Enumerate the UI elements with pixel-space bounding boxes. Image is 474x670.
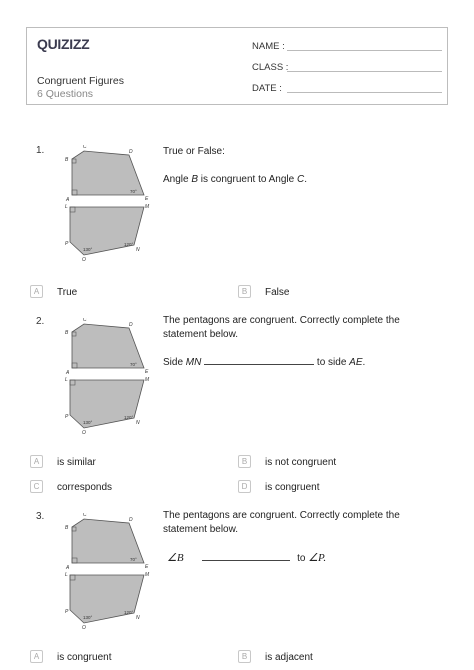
label-m: M [145,572,150,578]
worksheet-header [26,27,448,105]
question-line: The pentagons are congruent. Correctly complete the [163,315,400,326]
figure-slot [64,318,154,443]
label-d: D [129,517,133,523]
name-field[interactable] [252,41,442,52]
statement-part: . [362,357,366,368]
answer-blank [202,560,290,561]
option-text: is similar [57,457,96,468]
name-label: NAME : [252,41,285,52]
label-c: C [83,513,87,518]
option-text: True [57,287,78,298]
question-line: The pentagons are congruent. Correctly complete the [163,510,400,521]
option-text: is congruent [265,482,320,493]
label-o: O [82,257,86,263]
date-line [287,92,442,93]
label-e: E [145,564,149,570]
option-letter: A [30,455,43,468]
label-m: M [145,377,150,383]
pentagon-lmnop [70,207,144,255]
question-line: statement below. [163,329,239,340]
figure-slot [64,513,154,638]
question-number: 1. [36,145,45,156]
question-text [163,314,400,342]
label-c: C [83,318,87,323]
angle-b-italic: B [191,174,199,185]
option-text: is not congruent [265,457,337,468]
label-m: M [145,204,150,210]
label-p: P [65,609,69,615]
question-statement [163,357,365,368]
answer-blank [204,364,314,365]
label-p: P [65,414,69,420]
angle-70-label: 70° [130,362,137,367]
label-e: E [145,369,149,375]
angle-130-label: 130° [83,615,93,620]
option-letter: A [30,285,43,298]
option-text: corresponds [57,482,113,493]
label-n: N [136,247,140,253]
label-o: O [82,625,86,631]
option-letter: B [238,650,251,663]
option-letter: D [238,480,251,493]
label-a: A [66,197,70,203]
option-text: is congruent [57,652,112,663]
pentagon-lmnop [70,380,144,428]
question-statement [167,551,326,564]
question-number: 2. [36,316,45,327]
label-b: B [65,330,69,336]
question-line: statement below. [163,524,239,535]
date-label: DATE : [252,83,282,94]
label-l: L [65,572,68,578]
question-statement [163,174,307,185]
angle-130-label: 130° [83,247,93,252]
label-b: B [65,525,69,531]
label-d: D [129,322,133,328]
label-c: C [83,145,87,150]
question-text [163,509,400,537]
pentagon-lmnop [70,575,144,623]
congruent-pentagons-figure [64,513,154,633]
label-n: N [136,615,140,621]
question-text: True or False: [163,146,225,157]
option-letter: A [30,650,43,663]
question-count: 6 Questions [37,88,94,100]
statement-part: is congruent to Angle [198,174,297,185]
quizizz-logo: QUIZIZZ [37,36,90,52]
angle-b-symbol: ∠B [167,552,184,564]
label-p: P [65,241,69,247]
class-field[interactable] [252,62,442,73]
angle-70-label: 70° [130,557,137,562]
label-d: D [129,149,133,155]
option-letter: B [238,455,251,468]
label-n: N [136,420,140,426]
angle-p-symbol: ∠P. [308,552,327,564]
angle-120-label: 120° [124,242,134,247]
option-letter: B [238,285,251,298]
statement-part: to side [314,357,350,368]
label-b: B [65,157,69,163]
figure-slot [64,145,154,270]
congruent-pentagons-figure [64,145,154,265]
date-field[interactable] [252,83,442,94]
option-text: is adjacent [265,652,313,663]
name-line [287,50,442,51]
statement-part: . [304,174,308,185]
class-line [287,71,442,72]
question-number: 3. [36,511,45,522]
angle-120-label: 120° [124,610,134,615]
option-letter: C [30,480,43,493]
label-l: L [65,204,68,210]
statement-part: to [297,553,306,564]
statement-part: Angle [163,174,192,185]
angle-70-label: 70° [130,189,137,194]
side-mn-italic: MN [185,357,202,368]
angle-120-label: 120° [124,415,134,420]
label-l: L [65,377,68,383]
label-e: E [145,196,149,202]
statement-part: Side [163,357,186,368]
worksheet-title: Congruent Figures [37,75,124,87]
class-label: CLASS : [252,62,289,73]
congruent-pentagons-figure [64,318,154,438]
angle-130-label: 130° [83,420,93,425]
label-o: O [82,430,86,436]
angle-c-italic: C [297,174,305,185]
side-ae-italic: AE [349,357,363,368]
label-a: A [66,565,70,571]
label-a: A [66,370,70,376]
option-text: False [265,287,290,298]
